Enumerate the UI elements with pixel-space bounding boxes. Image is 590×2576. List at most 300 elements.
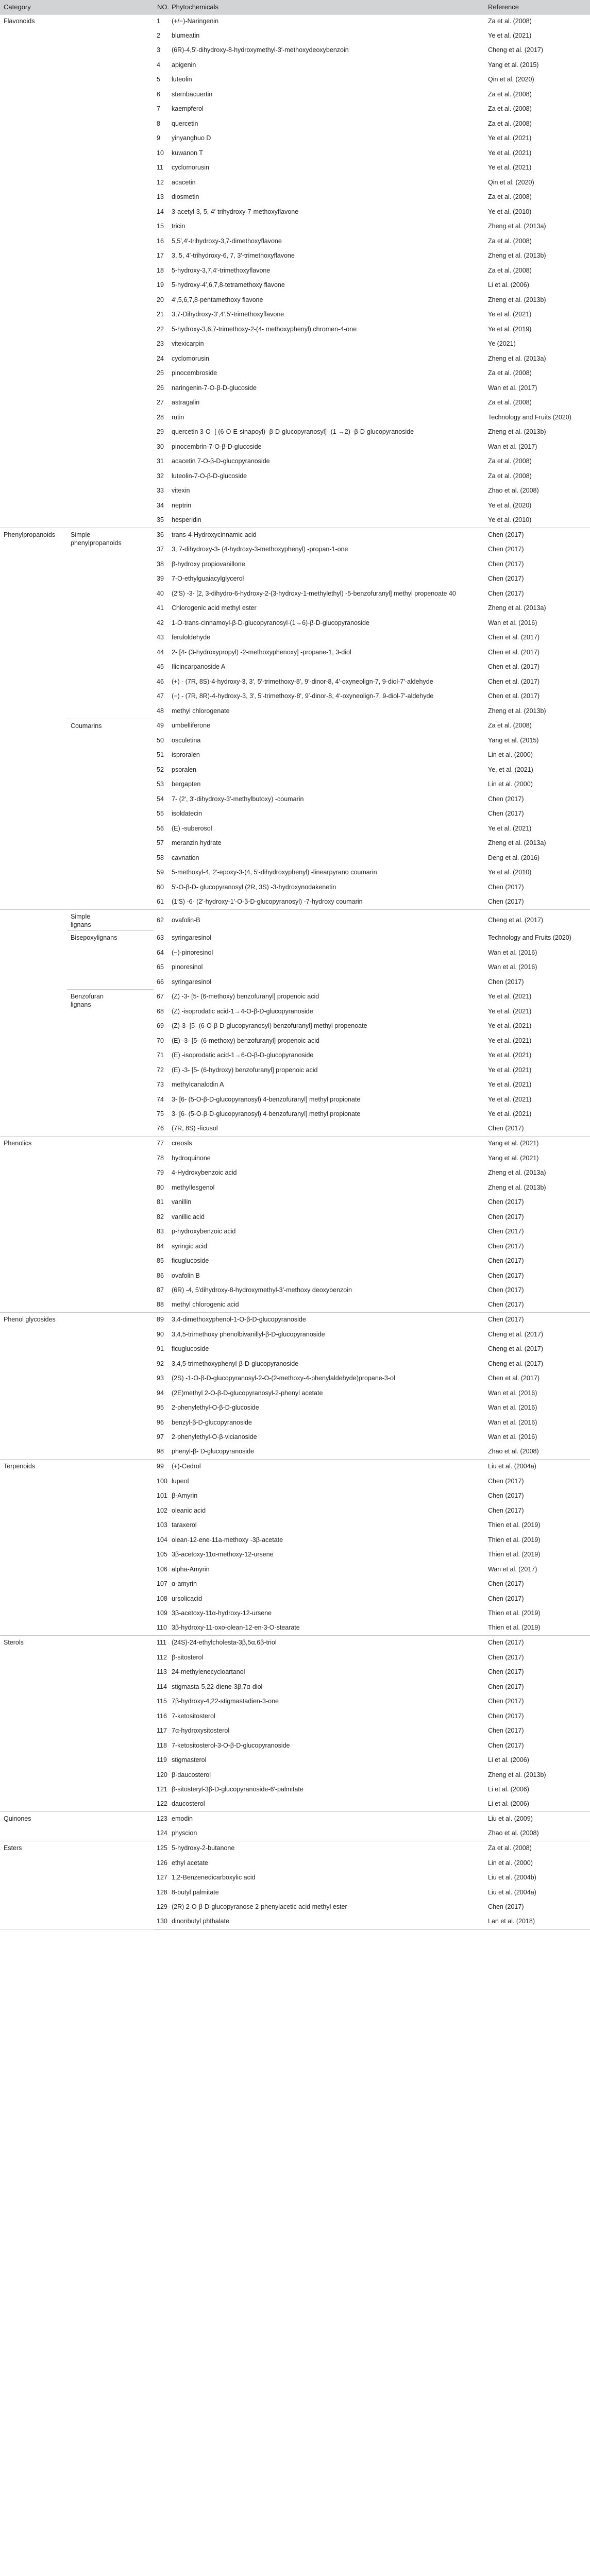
- phytochemical-name: 3,4,5-trimethoxyphenyl-β-D-glucopyranoside: [172, 1360, 299, 1367]
- reference-cell: Za et al. (2008): [488, 369, 532, 377]
- phytochemical-name: psoralen: [172, 766, 196, 773]
- subcategory-cell: Simple lignans: [67, 910, 112, 931]
- reference-cell: Za et al. (2008): [488, 457, 532, 465]
- subcategory-cell: [67, 1460, 154, 1636]
- reference-cell: Zheng et al. (2013b): [488, 1183, 546, 1191]
- phytochemical-name: 4-Hydroxybenzoic acid: [172, 1169, 237, 1177]
- row-number: 65: [157, 963, 164, 971]
- table-row: [0, 990, 590, 1005]
- subcategory-cell: Simple phenylpropanoids: [67, 528, 112, 719]
- row-number: 33: [157, 487, 164, 495]
- row-number: 45: [157, 663, 164, 671]
- reference-cell: Zheng et al. (2013a): [488, 1169, 546, 1177]
- row-number: 89: [157, 1316, 164, 1324]
- reference-cell: Ye et al. (2021): [488, 1022, 532, 1030]
- reference-cell: Ye et al. (2021): [488, 1081, 532, 1089]
- row-number: 6: [157, 90, 160, 98]
- reference-cell: Za et al. (2008): [488, 722, 532, 730]
- phytochemical-name: (−)-pinoresinol: [172, 948, 213, 956]
- reference-cell: Wan et al. (2017): [488, 384, 537, 392]
- reference-cell: Chen (2017): [488, 1242, 524, 1250]
- subcategory-cell: [67, 14, 154, 528]
- reference-cell: Chen et al. (2017): [488, 663, 540, 671]
- reference-cell: Chen et al. (2017): [488, 634, 540, 641]
- reference-cell: Ye et al. (2010): [488, 869, 532, 876]
- phytochemical-name: (1′S) -6- (2′-hydroxy-1′-O-β-D-glucopyranosyl) -7-hydroxy coumarin: [168, 895, 484, 910]
- phytochemical-name: phenyl-β- D-glucopyranoside: [168, 1445, 484, 1460]
- reference-cell: Ye et al. (2010): [488, 208, 532, 215]
- reference-cell: Lin et al. (2000): [488, 1859, 533, 1867]
- header-no: NO.: [154, 0, 168, 14]
- phytochemical-name: (+/−)-Naringenin: [172, 17, 219, 25]
- reference-cell: Zheng et al. (2013b): [488, 428, 546, 436]
- reference-cell: Chen (2017): [488, 575, 524, 583]
- phytochemical-name: trans-4-Hydroxycinnamic acid: [172, 531, 257, 539]
- subcategory-cell: [67, 1137, 154, 1313]
- reference-cell: Za et al. (2008): [488, 90, 532, 98]
- reference-cell: Chen (2017): [488, 1595, 524, 1602]
- phytochemical-name: β-sitosteryl-3β-D-glucopyranoside-6′-palmitate: [172, 1786, 304, 1793]
- reference-cell: Liu et al. (2009): [488, 1815, 533, 1823]
- row-number: 120: [157, 1771, 167, 1778]
- table-row: [0, 14, 590, 29]
- row-number: 49: [157, 722, 164, 730]
- reference-cell: Chen (2017): [488, 1683, 524, 1690]
- phytochemical-name: (6R) -4, 5′dihydroxy-8-hydroxymethyl-3′-methoxy deoxybenzoin: [172, 1286, 352, 1294]
- reference-cell: Za et al. (2008): [488, 266, 532, 274]
- phytochemical-name: methyl chlorogenic acid: [168, 1298, 484, 1313]
- reference-cell: Chen (2017): [488, 1492, 524, 1500]
- phytochemical-name: emodin: [172, 1815, 193, 1823]
- row-number: 94: [157, 1389, 164, 1397]
- reference-cell: Chen (2017): [488, 795, 524, 803]
- row-number: 10: [157, 149, 164, 157]
- reference-cell: Zheng et al. (2013b): [488, 296, 546, 303]
- phytochemical-name: (Z)-3- [5- (6-O-β-D-glucopyranosyl) benzofuranyl] methyl propenoate: [172, 1022, 367, 1030]
- reference-cell: Za et al. (2008): [488, 193, 532, 201]
- phytochemical-name: yinyanghuo D: [172, 134, 211, 142]
- phytochemical-name: 5,5′,4′-trihydroxy-3,7-dimethoxyflavone: [172, 237, 282, 245]
- subcategory-cell: [67, 1841, 154, 1929]
- reference-cell: Deng et al. (2016): [488, 854, 540, 861]
- reference-cell: Cheng et al. (2017): [488, 1345, 544, 1353]
- row-number: 30: [157, 443, 164, 450]
- reference-cell: Chen et al. (2017): [488, 692, 540, 700]
- reference-cell: Cheng et al. (2017): [488, 46, 544, 54]
- row-number: 84: [157, 1242, 164, 1250]
- subcategory-spacer: [112, 910, 154, 931]
- row-number: 35: [154, 513, 168, 528]
- phytochemical-name: α-amyrin: [172, 1580, 197, 1588]
- table-row: [0, 1137, 590, 1151]
- reference-cell: Chen (2017): [488, 1741, 524, 1749]
- phytochemical-name: 7α-hydroxysitosterol: [172, 1727, 230, 1735]
- phytochemical-name: 5-hydroxy-3,6,7-trimethoxy-2-(4- methoxyphenyl) chromen-4-one: [172, 325, 357, 333]
- row-number: 72: [157, 1066, 164, 1074]
- phytochemical-name: naringenin-7-O-β-D-glucoside: [172, 384, 257, 392]
- reference-cell: Chen et al. (2017): [488, 1375, 540, 1382]
- reference-cell: Lin et al. (2000): [488, 781, 533, 788]
- row-number: 61: [154, 895, 168, 910]
- reference-cell: Thien et al. (2019): [488, 1609, 541, 1617]
- phytochemical-name: neptrin: [172, 501, 192, 509]
- row-number: 73: [157, 1081, 164, 1089]
- phytochemical-name: 2-phenylethyl-O-β-D-glucoside: [172, 1404, 259, 1412]
- reference-cell: Lan et al. (2018): [484, 1914, 590, 1929]
- row-number: 46: [157, 677, 164, 685]
- row-number: 100: [157, 1477, 167, 1485]
- reference-cell: Ye et al. (2021): [488, 164, 532, 172]
- row-number: 124: [154, 1826, 168, 1841]
- phytochemical-name: Ilicincarpanoside A: [172, 663, 226, 671]
- row-number: 66: [157, 978, 164, 986]
- subcategory-spacer: [112, 719, 154, 910]
- phytochemical-name: (+)-Cedrol: [172, 1463, 201, 1470]
- phytochemical-name: luteolin: [172, 76, 192, 83]
- phytochemical-name: (7R, 8S) -ficusol: [168, 1122, 484, 1137]
- reference-cell: Li et al. (2006): [484, 1797, 590, 1812]
- phytochemical-name: blumeatin: [172, 31, 200, 39]
- row-number: 13: [157, 193, 164, 201]
- reference-cell: Chen (2017): [488, 978, 524, 986]
- reference-cell: Li et al. (2006): [488, 281, 529, 289]
- reference-cell: Zhao et al. (2008): [484, 1445, 590, 1460]
- reference-cell: Zheng et al. (2013a): [488, 354, 546, 362]
- row-number: 63: [157, 934, 164, 942]
- reference-cell: Technology and Fruits (2020): [488, 413, 571, 421]
- reference-cell: Chen (2017): [488, 1580, 524, 1588]
- row-number: 98: [154, 1445, 168, 1460]
- phytochemical-name: hesperidin: [168, 513, 484, 528]
- phytochemical-name: (E) -3- [5- (6-methoxy) benzofuranyl] propenoic acid: [172, 1037, 319, 1044]
- reference-cell: Technology and Fruits (2020): [488, 934, 571, 942]
- reference-cell: Ye et al. (2019): [488, 325, 532, 333]
- reference-cell: Ye, et al. (2021): [488, 766, 533, 773]
- phytochemical-name: syringaresinol: [172, 934, 212, 942]
- row-number: 107: [157, 1580, 167, 1588]
- row-number: 5: [157, 76, 160, 83]
- reference-cell: Cheng et al. (2017): [488, 1360, 544, 1367]
- reference-cell: Wan et al. (2016): [488, 1418, 537, 1426]
- row-number: 130: [154, 1914, 168, 1929]
- row-number: 102: [157, 1506, 167, 1514]
- phytochemical-name: isoldatecin: [172, 810, 203, 818]
- phytochemical-name: cyclomorusin: [172, 354, 209, 362]
- reference-cell: Za et al. (2008): [488, 17, 532, 25]
- reference-cell: Ye et al. (2021): [488, 1052, 532, 1059]
- reference-cell: Chen (2017): [488, 1727, 524, 1735]
- reference-cell: Liu et al. (2004a): [488, 1463, 536, 1470]
- row-number: 114: [157, 1683, 167, 1690]
- row-number: 123: [157, 1815, 167, 1823]
- phytochemical-name: osculetina: [172, 736, 201, 744]
- phytochemical-name: (24S)-24-ethylcholesta-3β,5α,6β-triol: [172, 1639, 277, 1647]
- reference-cell: Zheng et al. (2013a): [488, 223, 546, 230]
- reference-cell: Chen et al. (2017): [488, 648, 540, 656]
- reference-cell: Chen (2017): [488, 1213, 524, 1221]
- row-number: 50: [157, 736, 164, 744]
- category-cell: Phenylpropanoids: [0, 528, 67, 910]
- row-number: 44: [157, 648, 164, 656]
- row-number: 119: [157, 1756, 167, 1764]
- category-cell: Esters: [0, 1841, 67, 1929]
- reference-cell: Chen (2017): [488, 1272, 524, 1279]
- reference-cell: Chen (2017): [488, 1698, 524, 1705]
- table-row: [0, 1460, 590, 1475]
- phytochemical-name: hydroquinone: [172, 1154, 211, 1162]
- phytochemical-name: (E) -isoprodatic acid-1→6-O-β-D-glucopyranoside: [172, 1052, 314, 1059]
- reference-cell: Zheng et al. (2013b): [488, 252, 546, 260]
- reference-cell: Cheng et al. (2017): [488, 1330, 544, 1338]
- row-number: 85: [157, 1257, 164, 1265]
- row-number: 122: [154, 1797, 168, 1812]
- row-number: 92: [157, 1360, 164, 1367]
- row-number: 4: [157, 61, 160, 69]
- row-number: 42: [157, 619, 164, 626]
- reference-cell: Chen (2017): [488, 589, 524, 597]
- row-number: 81: [157, 1198, 164, 1206]
- phytochemical-name: vitexicarpin: [172, 340, 204, 348]
- header-category: Category: [0, 0, 154, 14]
- row-number: 27: [157, 399, 164, 406]
- phytochemical-name: p-hydroxybenzoic acid: [172, 1228, 236, 1235]
- phytochemical-name: 7-ketositosterol: [172, 1712, 215, 1720]
- phytochemical-name: (2R) 2-O-β-D-glucopyranose 2-phenylacetic acid methyl ester: [172, 1903, 347, 1911]
- row-number: 31: [157, 457, 164, 465]
- row-number: 64: [157, 948, 164, 956]
- phytochemical-name: 1-O-trans-cinnamoyl-β-D-glucopyranosyl-(1→6)-β-D-glucopyranoside: [172, 619, 369, 626]
- category-cell: Phenolics: [0, 1137, 67, 1313]
- phytochemical-name: diosmetin: [172, 193, 199, 201]
- phytochemical-name: 5′-O-β-D- glucopyranosyl (2R, 3S) -3-hydroxynodakenetin: [172, 883, 336, 891]
- reference-cell: Chen (2017): [488, 1316, 524, 1324]
- phytochemical-name: 7-O-ethylguaiacylglycerol: [172, 575, 244, 583]
- phytochemical-name: 1,2-Benzenedicarboxylic acid: [172, 1874, 256, 1882]
- row-number: 2: [157, 31, 160, 39]
- table-row: [0, 910, 590, 931]
- reference-cell: Chen (2017): [488, 883, 524, 891]
- phytochemical-name: 3,4-dimethoxyphenol-1-O-β-D-glucopyranoside: [172, 1316, 306, 1324]
- table-row: [0, 1812, 590, 1827]
- reference-cell: Chen (2017): [488, 810, 524, 818]
- row-number: 86: [157, 1272, 164, 1279]
- phytochemical-name: vanillin: [172, 1198, 192, 1206]
- row-number: 112: [157, 1653, 167, 1661]
- phytochemical-name: (2S) -1-O-β-D-glucopyranosyl-2-O-(2-methoxy-4-phenylaldehyde)propane-3-ol: [172, 1375, 395, 1382]
- row-number: 7: [157, 105, 160, 113]
- row-number: 128: [157, 1888, 167, 1896]
- row-number: 37: [157, 546, 164, 553]
- reference-cell: Chen (2017): [488, 1653, 524, 1661]
- reference-cell: Thien et al. (2019): [488, 1551, 541, 1558]
- reference-cell: Chen (2017): [488, 1712, 524, 1720]
- phytochemical-name: 7- (2′, 3′-dihydroxy-3′-methylbutoxy) -coumarin: [172, 795, 304, 803]
- phytochemical-name: methyl chlorogenate: [172, 707, 230, 715]
- row-number: 106: [157, 1565, 167, 1573]
- subcategory-cell: [67, 1313, 154, 1460]
- reference-cell: Li et al. (2006): [488, 1786, 529, 1793]
- row-number: 116: [157, 1712, 167, 1720]
- header-reference: Reference: [484, 0, 590, 14]
- row-number: 11: [157, 164, 163, 172]
- row-number: 110: [154, 1621, 168, 1636]
- reference-cell: Ye et al. (2021): [488, 31, 532, 39]
- row-number: 91: [157, 1345, 164, 1353]
- reference-cell: Lin et al. (2000): [488, 751, 533, 759]
- row-number: 12: [157, 178, 164, 186]
- row-number: 129: [157, 1903, 167, 1911]
- row-number: 54: [157, 795, 164, 803]
- row-number: 118: [157, 1741, 167, 1749]
- reference-cell: Chen (2017): [488, 1903, 524, 1911]
- row-number: 60: [157, 883, 164, 891]
- reference-cell: Za et al. (2008): [488, 105, 532, 113]
- row-number: 28: [157, 413, 164, 421]
- row-number: 95: [157, 1404, 164, 1412]
- phytochemical-name: daucosterol: [168, 1797, 484, 1812]
- phytochemical-name: isproralen: [172, 751, 200, 759]
- row-number: 22: [157, 325, 164, 333]
- reference-cell: Yang et al. (2021): [488, 1140, 539, 1147]
- reference-cell: Ye (2021): [488, 340, 516, 348]
- reference-cell: Thien et al. (2019): [488, 1536, 541, 1544]
- reference-cell: Wan et al. (2016): [488, 963, 537, 971]
- reference-cell: Chen (2017): [488, 1228, 524, 1235]
- reference-cell: Ye et al. (2021): [488, 993, 532, 1001]
- phytochemical-name: (Z) -isoprodatic acid-1→4-O-β-D-glucopyranoside: [172, 1007, 313, 1015]
- row-number: 80: [157, 1183, 164, 1191]
- reference-cell: Zheng et al. (2013b): [488, 1771, 546, 1778]
- phytochemical-name: (6R)-4,5′-dihydroxy-8-hydroxymethyl-3′-methoxydeoxybenzoin: [172, 46, 349, 54]
- reference-cell: Ye et al. (2021): [488, 1037, 532, 1044]
- reference-cell: Wan et al. (2016): [488, 1404, 537, 1412]
- phytochemical-name: lupeol: [172, 1477, 189, 1485]
- table-row: [0, 1841, 590, 1856]
- reference-cell: Chen (2017): [488, 1477, 524, 1485]
- subcategory-spacer: [112, 528, 154, 719]
- subcategory-spacer: [112, 990, 154, 1137]
- row-number: 57: [157, 839, 164, 847]
- row-number: 93: [157, 1375, 164, 1382]
- phytochemical-name: 3, 7-dihydroxy-3- (4-hydroxy-3-methoxyphenyl) -propan-1-one: [172, 546, 348, 553]
- phytochemical-name: tricin: [172, 223, 186, 230]
- reference-cell: Ye et al. (2021): [488, 134, 532, 142]
- category-cell: Phenol glycosides: [0, 1313, 67, 1460]
- phytochemical-name: (Z) -3- [5- (6-methoxy) benzofuranyl] propenoic acid: [172, 993, 319, 1001]
- reference-cell: Chen (2017): [484, 1298, 590, 1313]
- phytochemical-name: ovafolin-B: [172, 916, 200, 924]
- phytochemical-name: pinoresinol: [172, 963, 203, 971]
- phytochemical-name: taraxerol: [172, 1521, 197, 1529]
- row-number: 8: [157, 120, 160, 127]
- phytochemical-name: pinocembroside: [172, 369, 217, 377]
- reference-cell: Za et al. (2008): [488, 1844, 532, 1852]
- reference-cell: Ye et al. (2021): [488, 1066, 532, 1074]
- row-number: 111: [157, 1639, 167, 1647]
- reference-cell: Ye et al. (2021): [488, 1007, 532, 1015]
- table-row: [0, 528, 590, 543]
- phytochemical-name: 3-acetyl-3, 5, 4′-trihydroxy-7-methoxyflavone: [172, 208, 299, 215]
- phytochemical-name: β-Amyrin: [172, 1492, 198, 1500]
- row-number: 53: [157, 781, 164, 788]
- row-number: 78: [157, 1154, 164, 1162]
- row-number: 70: [157, 1037, 164, 1044]
- row-number: 113: [157, 1668, 167, 1676]
- reference-cell: Yang et al. (2015): [488, 61, 539, 69]
- phytochemical-name: 3, 5, 4′-trihydroxy-6, 7, 3′-trimethoxyflavone: [172, 252, 295, 260]
- row-number: 90: [157, 1330, 164, 1338]
- row-number: 36: [157, 531, 164, 539]
- phytochemical-name: ethyl acetate: [172, 1859, 208, 1867]
- phytochemical-name: 7β-hydroxy-4,22-stigmastadien-3-one: [172, 1698, 279, 1705]
- reference-cell: Chen (2017): [488, 546, 524, 553]
- reference-cell: Za et al. (2008): [488, 399, 532, 406]
- row-number: 18: [157, 266, 164, 274]
- row-number: 103: [157, 1521, 167, 1529]
- row-number: 101: [157, 1492, 167, 1500]
- row-number: 74: [157, 1095, 164, 1103]
- phytochemical-name: 5-hydroxy-3,7,4′-trimethoxyflavone: [172, 266, 271, 274]
- row-number: 76: [154, 1122, 168, 1137]
- row-number: 121: [157, 1786, 167, 1793]
- phytochemical-name: 3,4,5-trimethoxy phenolbivanillyl-β-D-glucopyranoside: [172, 1330, 325, 1338]
- phytochemical-name: kaempferol: [172, 105, 204, 113]
- reference-cell: Zhao et al. (2008): [484, 1826, 590, 1841]
- reference-cell: Ye et al. (2021): [488, 149, 532, 157]
- category-cell: Quinones: [0, 1812, 67, 1841]
- reference-cell: Chen et al. (2017): [488, 677, 540, 685]
- reference-cell: Chen (2017): [488, 1668, 524, 1676]
- phytochemical-name: (E) -suberosol: [172, 824, 212, 832]
- row-number: 52: [157, 766, 164, 773]
- phytochemical-name: cavnation: [172, 854, 199, 861]
- row-number: 41: [157, 604, 164, 612]
- phytochemical-name: 3β-acetoxy-11α-methoxy-12-ursene: [172, 1551, 274, 1558]
- phytochemical-name: 3- [6- (5-O-β-D-glucopyranosyl) 4-benzofuranyl] methyl propionate: [172, 1110, 361, 1118]
- row-number: 43: [157, 634, 164, 641]
- phytochemical-name: 2-phenylethyl-O-β-vicianoside: [172, 1433, 257, 1441]
- phytochemical-name: luteolin-7-O-β-D-glucoside: [172, 472, 247, 480]
- phytochemical-name: (E) -3- [5- (6-hydroxy) benzofuranyl] propenoic acid: [172, 1066, 318, 1074]
- reference-cell: Chen (2017): [488, 531, 524, 539]
- row-number: 34: [157, 501, 164, 509]
- reference-cell: Qin et al. (2020): [488, 76, 534, 83]
- reference-cell: Wan et al. (2016): [488, 619, 537, 626]
- row-number: 115: [157, 1698, 167, 1705]
- row-number: 9: [157, 134, 160, 142]
- phytochemical-name: meranzin hydrate: [172, 839, 222, 847]
- phytochemical-name: rutin: [172, 413, 184, 421]
- reference-cell: Ye et al. (2021): [488, 824, 532, 832]
- phytochemical-name: 3β-hydroxy-11-oxo-olean-12-en-3-O-stearate: [168, 1621, 484, 1636]
- phytochemical-name: 3,7-Dihydroxy-3′,4′,5′-trimethoxyflavone: [172, 311, 284, 318]
- row-number: 69: [157, 1022, 164, 1030]
- row-number: 126: [157, 1859, 167, 1867]
- reference-cell: Li et al. (2006): [488, 1756, 529, 1764]
- reference-cell: Ye et al. (2021): [488, 1110, 532, 1118]
- row-number: 47: [157, 692, 164, 700]
- reference-cell: Ye et al. (2021): [488, 1095, 532, 1103]
- phytochemical-name: 7-ketositosterol-3-O-β-D-glucopyranoside: [172, 1741, 290, 1749]
- subcategory-cell: Benzofuran lignans: [67, 990, 112, 1137]
- row-number: 51: [157, 751, 164, 759]
- table-body: [0, 14, 590, 1929]
- subcategory-cell: [67, 1636, 154, 1812]
- reference-cell: Ye et al. (2010): [484, 513, 590, 528]
- row-number: 40: [157, 589, 164, 597]
- phytochemical-name: 8-butyl palmitate: [172, 1888, 219, 1896]
- row-number: 1: [157, 17, 160, 25]
